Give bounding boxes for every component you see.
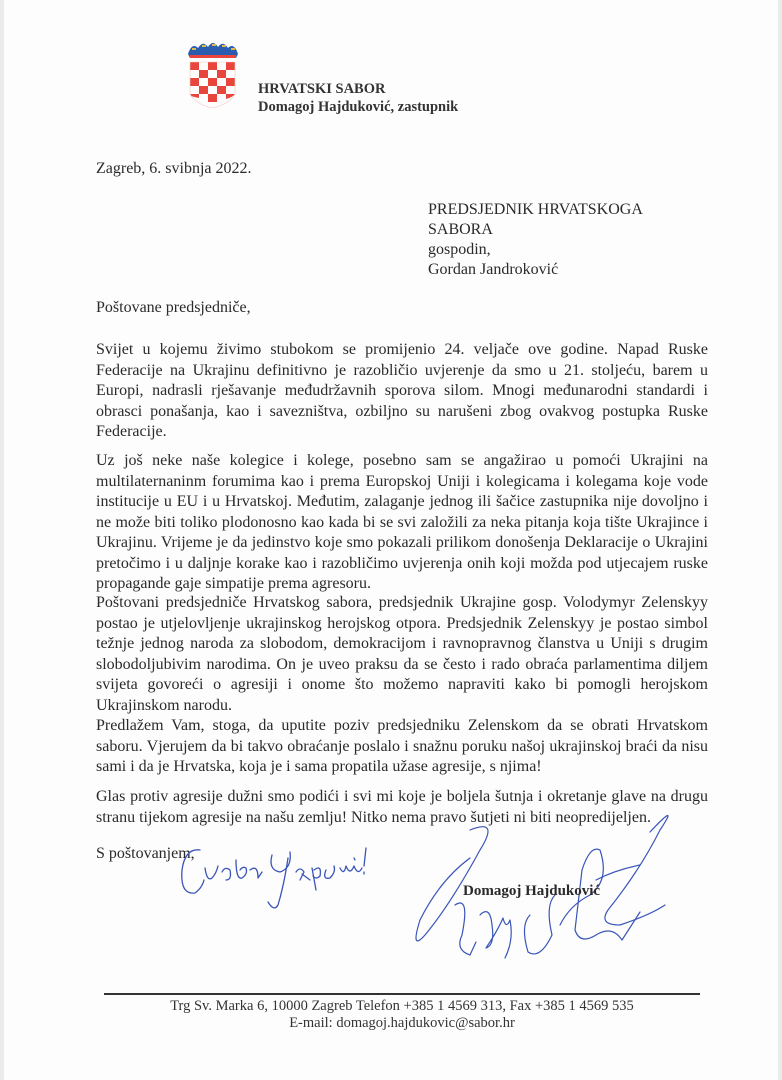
footer-email: E-mail: domagoj.hajdukovic@sabor.hr: [289, 1015, 515, 1031]
croatian-coat-of-arms-icon: [186, 40, 240, 108]
recipient-line: gospodin,: [428, 241, 491, 258]
body-paragraph: Predlažem Vam, stoga, da uputite poziv predsjedniku Zelenskom da se obrati Hrvatskom saboru. Vjerujem da bi takvo obraćanje poslalo i snažnu poruku našoj ukrajinskoj braći da nisu sami i da je Hrvatska, koja je i sama propatila užase agresije, s njima!: [96, 717, 708, 775]
page-edge-right: [778, 0, 782, 1080]
recipient-block: [428, 200, 643, 280]
body-paragraph: Poštovani predsjedniče Hrvatskog sabora, predsjednik Ukrajine gosp. Volodymyr Zelenskyy postao je utjelovljenje ukrajinskog herojskog otpora. Predsjednik Zelenskyy je postao simbol težnje jednog naroda za slobodom, demokracijom i ravnopravnog članstva u Uniji s drugim slobodoljubivim narodima. On je uveo praksu da se često i rado obraća parlamentima diljem svijeta govoreći o agresiji i onome što možemo napraviti kako bi pomogli herojskom Ukrajinskom narodu.: [96, 594, 708, 714]
institution-name: HRVATSKI SABOR: [258, 81, 386, 97]
closing: S poštovanjem,: [96, 845, 195, 862]
signatory-name: Domagoj Hajduković: [463, 883, 601, 899]
body-paragraph: Uz još neke naše kolegice i kolege, posebno sam se angažirao u pomoći Ukrajini na multilaternaninm forumima kao i prema Europskoj Uniji i kolegicama i kolegama koje vode institucije u EU i u Hrvatskoj. Međutim, zalaganje jednog ili šačice zastupnika nije dovoljno i ne može biti toliko plodonosno kao kada bi se svi založili za neka pitanja koja tište Ukrajince i Ukrajinu. Vrijeme je da jedinstvo koje smo pokazali prilikom donošenja Deklaracije o Ukrajini pretočimo i u daljnje korake kao i razobličimo uvjerenja onih koji možda pod utjecajem ruske propagande gaje simpatije prema agresoru.: [96, 452, 708, 592]
salutation: Poštovane predsjedniče,: [96, 299, 251, 316]
recipient-line: Gordan Jandroković: [428, 261, 559, 278]
footer-divider: [104, 993, 700, 995]
page-edge-left: [0, 0, 4, 1080]
footer-address: Trg Sv. Marka 6, 10000 Zagreb Telefon +385 1 4569 313, Fax +385 1 4569 535: [170, 998, 634, 1014]
author-name: Domagoj Hajduković, zastupnik: [258, 99, 459, 115]
recipient-line: SABORA: [428, 221, 493, 238]
footer: [104, 998, 700, 1032]
body-paragraph: Svijet u kojemu živimo stubokom se promijenio 24. veljače ove godine. Napad Ruske Federacije na Ukrajinu definitivno je razobličio uvjerenje da smo u 21. stoljeću, barem u Europi, nadrasli rješavanje međudržavnih sporova silom. Mnogi međunarodni standardi i obrasci ponašanja, kao i savezništva, ozbiljno su narušeni zbog ovakvog postupka Ruske Federacije.: [96, 341, 708, 440]
letterhead: [258, 80, 458, 116]
body-paragraph: Glas protiv agresije dužni smo podići i svi mi koje je boljela šutnja i okretanje glave na drugu stranu tijekom agresije na našu zemlju! Nitko nema pravo šutjeti ni biti neopredijeljen.: [96, 788, 708, 826]
letter-date: Zagreb, 6. svibnja 2022.: [96, 160, 252, 177]
recipient-line: PREDSJEDNIK HRVATSKOGA: [428, 201, 643, 218]
